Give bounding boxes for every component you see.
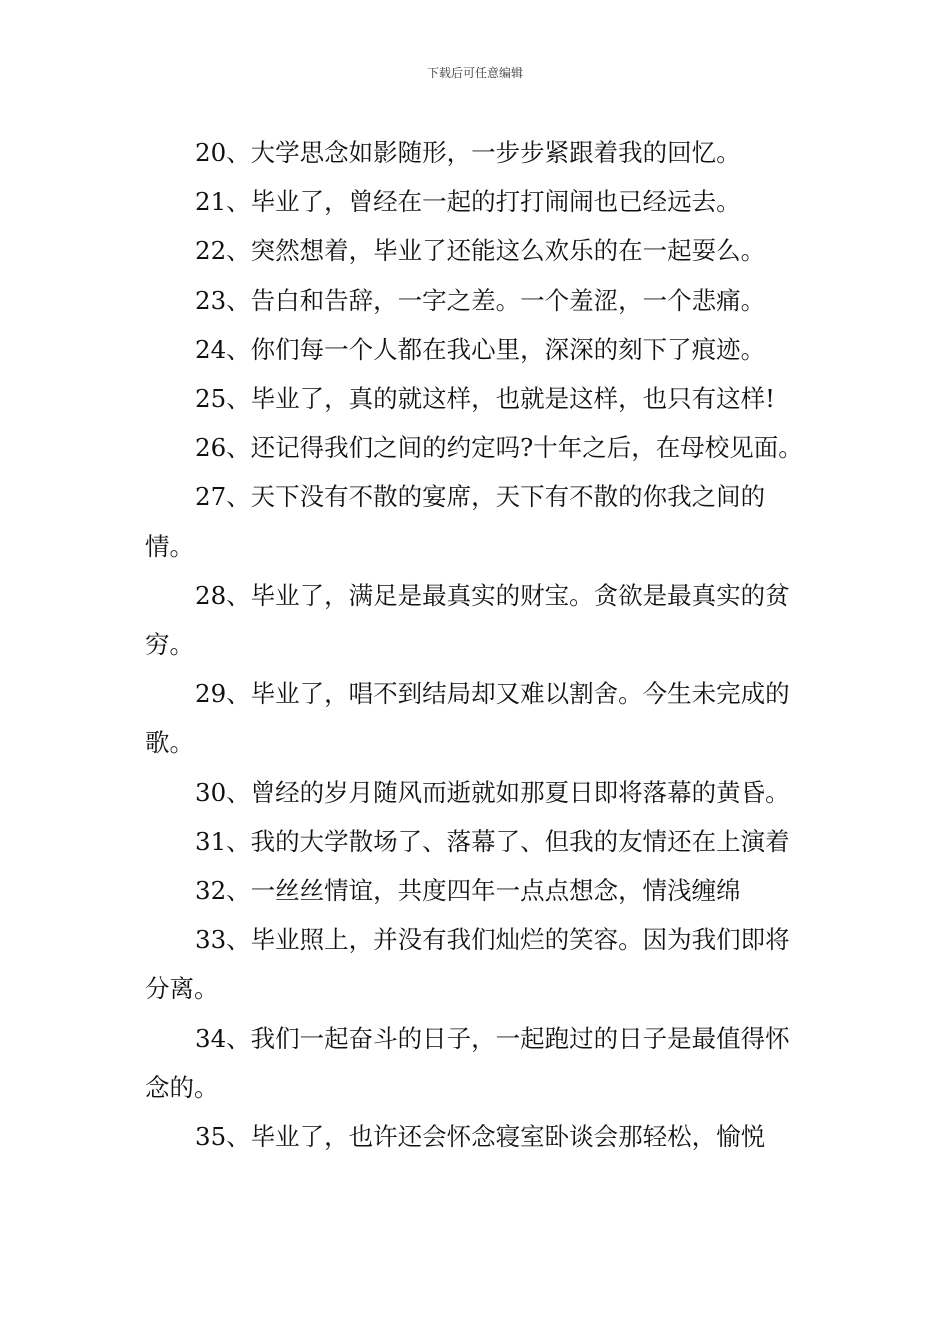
paragraph-20: 20、大学思念如影随形，一步步紧跟着我的回忆。 — [195, 138, 741, 167]
paragraph-24: 24、你们每一个人都在我心里，深深的刻下了痕迹。 — [195, 334, 766, 364]
paragraph-23: 23、告白和告辞，一字之差。一个羞涩，一个悲痛。 — [195, 285, 766, 315]
paragraph-29: 29、毕业了，唱不到结局却又难以割舍。今生未完成的歌。 — [145, 679, 790, 758]
paragraph-21: 21、毕业了，曾经在一起的打打闹闹也已经远去。 — [195, 187, 741, 217]
paragraph-22: 22、突然想着，毕业了还能这么欢乐的在一起耍么。 — [195, 236, 766, 266]
paragraph-34: 34、我们一起奋斗的日子，一起跑过的日子是最值得怀念的。 — [145, 1023, 790, 1102]
paragraph-25: 25、毕业了，真的就这样，也就是这样，也只有这样! — [195, 384, 776, 414]
paragraph-35: 35、毕业了，也许还会怀念寝室卧谈会那轻松，愉悦 — [195, 1122, 766, 1152]
page-header-note: 下载后可任意编辑 — [426, 66, 523, 80]
paragraph-28: 28、毕业了，满足是最真实的财宝。贪欲是最真实的贫穷。 — [145, 580, 790, 660]
paragraph-27: 27、天下没有不散的宴席，天下有不散的你我之间的情。 — [145, 482, 766, 561]
paragraph-26: 26、还记得我们之间的约定吗?十年之后，在母校见面。 — [195, 433, 803, 463]
paragraph-30: 30、曾经的岁月随风而逝就如那夏日即将落幕的黄昏。 — [195, 777, 790, 807]
document-body — [145, 128, 810, 1161]
paragraph-32: 32、一丝丝情谊，共度四年一点点想念，情浅缠绵 — [195, 876, 741, 906]
paragraph-31: 31、我的大学散场了、落幕了、但我的友情还在上演着 — [195, 826, 790, 856]
paragraph-33: 33、毕业照上，并没有我们灿烂的笑容。因为我们即将分离。 — [145, 925, 790, 1004]
